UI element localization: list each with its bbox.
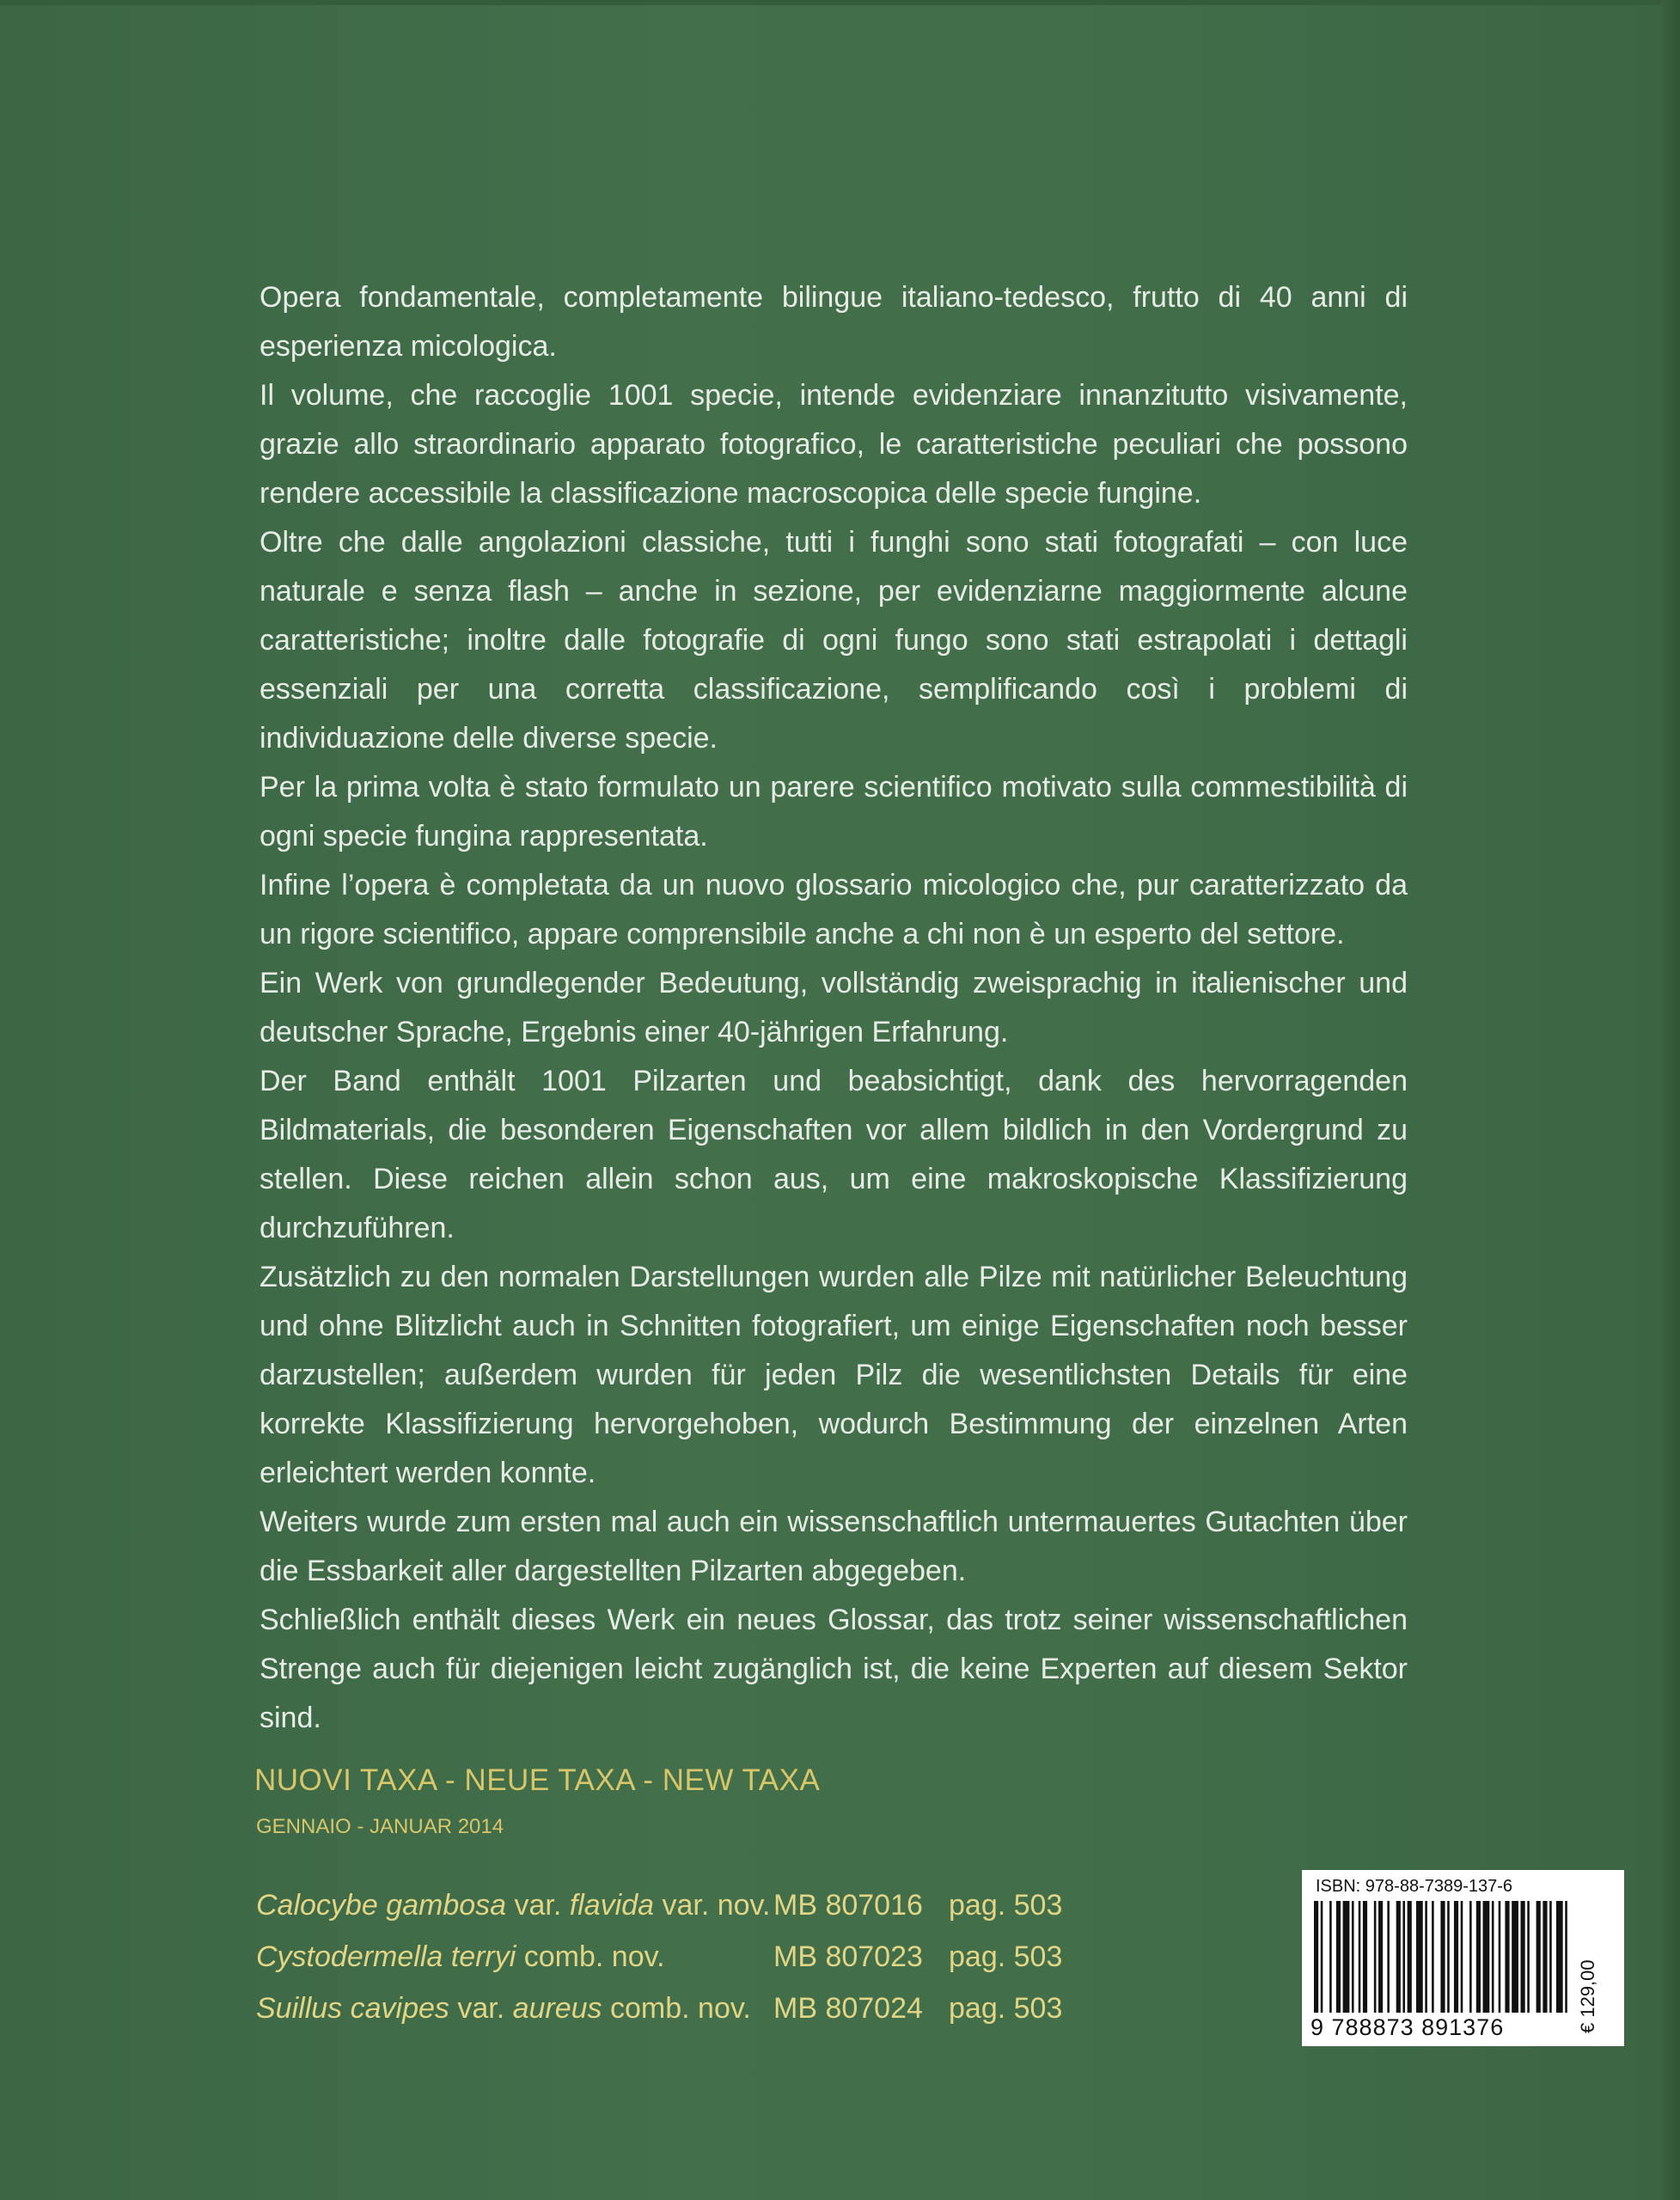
barcode-bar	[1314, 1901, 1318, 2013]
italian-description	[260, 273, 1408, 959]
barcode-bar	[1387, 1901, 1390, 2013]
barcode-bar	[1476, 1901, 1481, 2013]
taxon-page: pag. 503	[949, 1889, 1063, 1922]
taxon-rank: var.	[506, 1889, 570, 1922]
italian-paragraph-2: Il volume, che raccoglie 1001 specie, intende evidenziare innanzitutto visivamente, grazie allo straordinario apparato fotografico, le caratteristiche peculiari che possono rendere accessibile la classificazione macroscopica delle specie fungine.	[260, 379, 1408, 510]
taxon-rank: var.	[449, 1992, 513, 2025]
taxon-genus-species: Calocybe gambosa	[256, 1889, 507, 1922]
barcode-icon	[1314, 1901, 1572, 2013]
barcode-bar	[1396, 1901, 1401, 2013]
taxa-row	[256, 1889, 1115, 1940]
barcode-bar	[1336, 1901, 1341, 2013]
barcode-bar	[1378, 1901, 1383, 2013]
taxon-rank: comb. nov.	[516, 1940, 665, 1973]
taxon-name	[256, 1889, 770, 1922]
barcode-bar	[1483, 1901, 1490, 2013]
german-paragraph-4: Weiters wurde zum ersten mal auch ein wissenschaftlich untermauertes Gutachten über die Essbarkeit aller dargestellten Pilzarten abgegeben.	[260, 1506, 1408, 1587]
taxon-page: pag. 503	[949, 1992, 1063, 2025]
taxon-mycobank-number: MB 807024	[773, 1992, 923, 2025]
german-paragraph-1: Ein Werk von grundlegender Bedeutung, vollständig zweisprachig in italienischer und deutscher Sprache, Ergebnis einer 40-jährigen Erfahrung.	[260, 967, 1408, 1048]
barcode-bar	[1461, 1901, 1463, 2013]
barcode-bar	[1363, 1901, 1367, 2013]
barcode-bar	[1521, 1901, 1525, 2013]
italian-paragraph-1: Opera fondamentale, completamente bilingue italiano-tedesco, frutto di 40 anni di esperienza micologica.	[260, 281, 1408, 363]
barcode-bar	[1454, 1901, 1458, 2013]
barcode-bar	[1359, 1901, 1361, 2013]
taxon-name	[256, 1940, 665, 1974]
taxon-epithet: aureus	[512, 1992, 602, 2025]
taxon-genus-species: Suillus cavipes	[256, 1992, 449, 2025]
italian-paragraph-3: Oltre che dalle angolazioni classiche, tutti i funghi sono stati fotografati – con luce naturale e senza flash – anche in sezione, per evidenziarne maggiormente alcune caratteristiche; inoltre dalle fotografie di ogni fungo sono stati estrapolati i dettagli essenziali per una corretta classificazione, semplificando così i problemi di individuazione delle diverse specie.	[260, 526, 1408, 755]
ean-digits: 9 788873 891376	[1310, 2014, 1505, 2040]
barcode-bar	[1543, 1901, 1547, 2013]
taxon-epithet: flavida	[569, 1889, 655, 1922]
taxa-row	[256, 1992, 1115, 2044]
taxon-page: pag. 503	[949, 1940, 1063, 1973]
barcode-bar	[1425, 1901, 1427, 2013]
italian-paragraph-4: Per la prima volta è stato formulato un parere scientifico motivato sulla commestibilità di ogni specie fungina rappresentata.	[260, 771, 1408, 852]
barcode-bar	[1527, 1901, 1530, 2013]
new-taxa-list	[256, 1889, 1115, 2044]
taxon-status: var. nov.	[654, 1889, 771, 1922]
new-taxa-heading: NUOVI TAXA - NEUE TAXA - NEW TAXA	[254, 1763, 821, 1797]
barcode-bar	[1499, 1901, 1501, 2013]
italian-paragraph-5: Infine l’opera è completata da un nuovo glossario micologico che, pur caratterizzato da un rigore scientifico, appare comprensibile anche a chi non è un esperto del settore.	[260, 869, 1408, 950]
barcode-bar	[1565, 1901, 1567, 2013]
barcode-bar	[1343, 1901, 1350, 2013]
german-paragraph-2: Der Band enthält 1001 Pilzarten und beabsichtigt, dank des hervorragenden Bildmaterials, die besonderen Eigenschaften vor allem bildlich in den Vordergrund zu stellen. Diese reichen allein schon aus, um eine makroskopische Klassifizierung durchzuführen.	[260, 1065, 1408, 1244]
barcode-bar	[1416, 1901, 1423, 2013]
barcode-bar	[1408, 1901, 1412, 2013]
barcode-bar	[1402, 1901, 1405, 2013]
german-paragraph-3: Zusätzlich zu den normalen Darstellungen wurden alle Pilze mit natürlicher Beleuchtung und ohne Blitzlicht auch in Schnitten fotografiert, um einige Eigenschaften noch besser darzustellen; außerdem wurden für jeden Pilz die wesentlichsten Details für eine korrekte Klassifizierung hervorgehoben, wodurch Bestimmung der einzelnen Arten erleichtert werden konnte.	[260, 1261, 1408, 1489]
barcode-bar	[1536, 1901, 1541, 2013]
barcode-bar	[1505, 1901, 1509, 2013]
barcode-bar	[1329, 1901, 1332, 2013]
german-paragraph-5: Schließlich enthält dieses Werk ein neues Glossar, das trotz seiner wissenschaftlichen Strenge auch für diejenigen leicht zugänglich ist, die keine Experten auf diesem Sektor sind.	[260, 1604, 1408, 1734]
taxon-mycobank-number: MB 807016	[773, 1889, 923, 1922]
barcode-bar	[1556, 1901, 1563, 2013]
barcode-bar	[1352, 1901, 1354, 2013]
barcode-bar	[1492, 1901, 1494, 2013]
barcode-bar	[1447, 1901, 1450, 2013]
barcode-label	[1302, 1870, 1624, 2046]
german-description	[260, 959, 1408, 1743]
new-taxa-date: GENNAIO - JANUAR 2014	[256, 1815, 504, 1838]
barcode-bar	[1469, 1901, 1472, 2013]
taxon-genus-species: Cystodermella terryi	[256, 1940, 516, 1973]
isbn-number: ISBN: 978-88-7389-137-6	[1316, 1877, 1513, 1896]
barcode-bar	[1549, 1901, 1552, 2013]
barcode-bar	[1321, 1901, 1323, 2013]
taxon-name	[256, 1992, 751, 2026]
barcode-bar	[1374, 1901, 1377, 2013]
taxa-row	[256, 1940, 1115, 1992]
taxon-mycobank-number: MB 807023	[773, 1940, 923, 1973]
price-label: € 129,00	[1577, 1959, 1598, 2033]
barcode-bar	[1512, 1901, 1518, 2013]
barcode-bar	[1432, 1901, 1434, 2013]
barcode-bar	[1440, 1901, 1445, 2013]
taxon-status: comb. nov.	[602, 1992, 751, 2025]
cover-spine-edge	[1661, 0, 1680, 2200]
cover-top-edge	[0, 0, 1680, 5]
